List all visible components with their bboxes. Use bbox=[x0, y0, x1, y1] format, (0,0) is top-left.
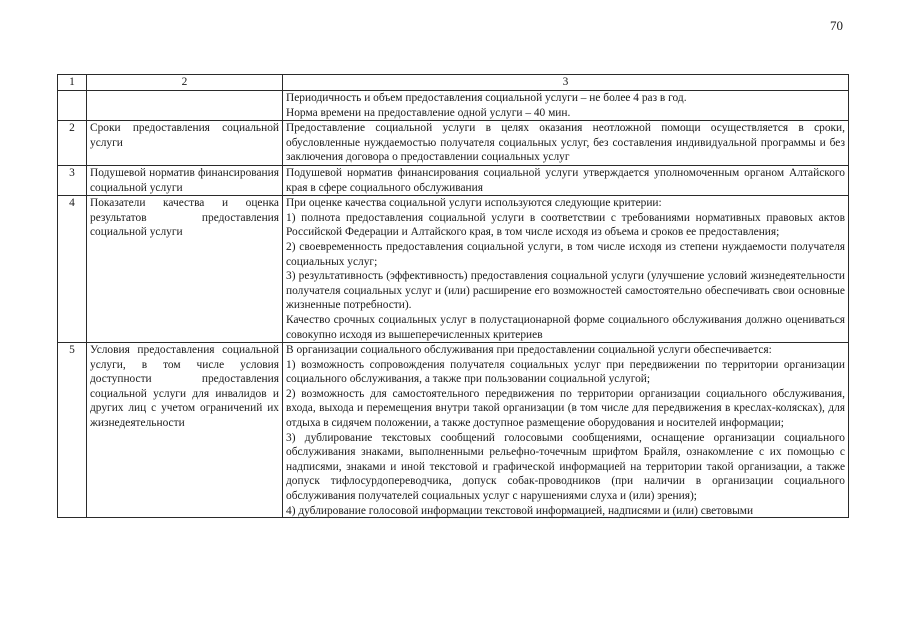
content-paragraph: Качество срочных социальных услуг в полустационарной форме социального обслуживания должно оцениваться совокупно исходя из вышеперечисленных критериев bbox=[286, 313, 845, 341]
content-paragraph: 4) дублирование голосовой информации текстовой информацией, надписями и (или) световыми bbox=[286, 504, 754, 517]
row-number: 2 bbox=[58, 121, 87, 166]
row-title: Показатели качества и оценка результатов предоставления социальной услуги bbox=[87, 196, 283, 343]
row-content bbox=[283, 121, 849, 166]
table-row bbox=[58, 196, 849, 343]
content-paragraph: 2) своевременность предоставления социальной услуги, в том числе исходя из степени нуждаемости получателя социальных услуг; bbox=[286, 240, 845, 268]
row-title: Условия предоставления социальной услуги, в том числе условия доступности предоставления социальной услуги для инвалидов и других лиц с учетом ограничений их жизнедеятельности bbox=[87, 343, 283, 518]
table-row bbox=[58, 165, 849, 195]
content-paragraph: Периодичность и объем предоставления социальной услуги – не более 4 раз в год. bbox=[286, 92, 687, 104]
content-paragraph: 2) возможность для самостоятельного передвижения по территории организации социального обслуживания, входа, выхода и перемещения внутри такой организации (в том числе для передвижения в креслах-колясках), для отдыха в сидячем положении, а также доступное размещение оборудования и носителей информации; bbox=[286, 387, 845, 430]
row-number: 4 bbox=[58, 196, 87, 343]
content-paragraph: В организации социального обслуживания при предоставлении социальной услуги обеспечивается: bbox=[286, 344, 772, 357]
header-cell-1: 1 bbox=[58, 75, 87, 91]
page-number: 70 bbox=[830, 18, 843, 33]
content-paragraph: Норма времени на предоставление одной услуги – 40 мин. bbox=[286, 106, 571, 119]
content-paragraph: При оценке качества социальной услуги используются следующие критерии: bbox=[286, 197, 662, 210]
row-number: 3 bbox=[58, 165, 87, 195]
content-paragraph: 3) результативность (эффективность) предоставления социальной услуги (улучшение условий жизнедеятельности получателя социальных услуг и (или) расширение его возможностей самостоятельно обеспечивать свои основные жизненные потребности). bbox=[286, 270, 845, 312]
row-number: 5 bbox=[58, 343, 87, 518]
row-title bbox=[87, 91, 283, 121]
row-content bbox=[283, 343, 849, 518]
table-row bbox=[58, 91, 849, 121]
content-paragraph: 1) возможность сопровождения получателя социальных услуг при передвижении по территории организации социального обслуживания, а также при пользовании социальной услугой; bbox=[286, 358, 845, 386]
row-content bbox=[283, 165, 849, 195]
row-title: Сроки предоставления социальной услуги bbox=[87, 121, 283, 166]
row-title: Подушевой норматив финансирования социальной услуги bbox=[87, 165, 283, 195]
row-content bbox=[283, 91, 849, 121]
table-row bbox=[58, 343, 849, 518]
content-paragraph: Предоставление социальной услуги в целях оказания неотложной помощи осуществляется в сроки, обусловленные нуждаемостью получателя социальных услуг, без составления индивидуальной программы и без заключения договора о предоставлении социальных услуг bbox=[286, 122, 845, 164]
content-paragraph: 1) полнота предоставления социальной услуги в соответствии с требованиями нормативных правовых актов Российской Федерации и Алтайского края, в том числе исходя из объема и сроков ее предоставления; bbox=[286, 211, 845, 239]
table-header-row bbox=[58, 75, 849, 91]
header-cell-3: 3 bbox=[283, 75, 849, 91]
content-paragraph: 3) дублирование текстовых сообщений голосовыми сообщениями, оснащение организации социального обслуживания знаками, выполненными рельефно-точечным шрифтом Брайля, ознакомление с их помощью с надписями, знаками и иной текстовой и графической информацией на территории такой организации, а также допуск тифлосурдопереводчика, допуск собак-проводников (при наличии в организации социального обслуживания получателей социальных услуг с нарушениями слуха и (или) зрения); bbox=[286, 431, 845, 503]
row-number bbox=[58, 91, 87, 121]
table-row bbox=[58, 121, 849, 166]
header-cell-2: 2 bbox=[87, 75, 283, 91]
content-paragraph: Подушевой норматив финансирования социальной услуги утверждается уполномоченным органом Алтайского края в сфере социального обслуживания bbox=[286, 166, 845, 194]
services-table bbox=[57, 74, 849, 518]
row-content bbox=[283, 196, 849, 343]
